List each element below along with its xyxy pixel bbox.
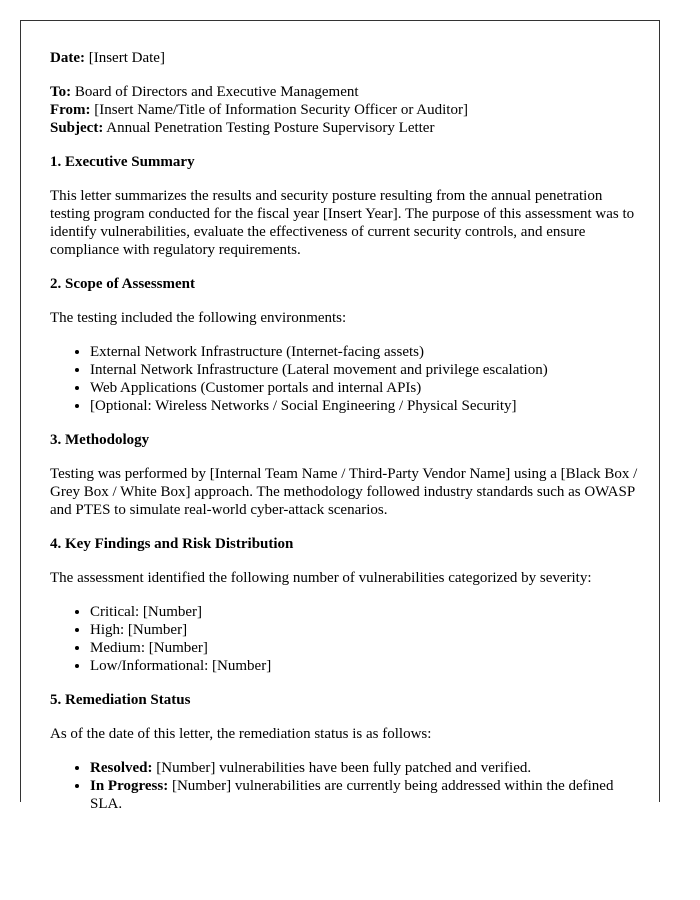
letter-page — [20, 20, 660, 812]
letter-content — [50, 49, 640, 813]
executive-summary-heading: 1. Executive Summary — [50, 154, 195, 170]
findings-heading: 4. Key Findings and Risk Distribution — [50, 536, 294, 552]
findings-list-item: • Low/Informational: [Number] — [90, 657, 640, 675]
date-line — [50, 49, 640, 67]
findings-intro: The assessment identified the following number of vulnerabilities categorized by severity: — [50, 570, 592, 586]
subject-value: Annual Penetration Testing Posture Supervisory Letter — [106, 120, 435, 136]
scope-list — [50, 343, 640, 415]
remediation-list-item — [90, 759, 640, 777]
scope-heading: 2. Scope of Assessment — [50, 276, 195, 292]
scope-list-item: • External Network Infrastructure (Internet-facing assets) — [90, 343, 640, 361]
to-value: Board of Directors and Executive Management — [74, 84, 359, 100]
from-value: [Insert Name/Title of Information Security Officer or Auditor] — [94, 102, 468, 118]
to-line — [50, 83, 640, 101]
findings-list-item: • Critical: [Number] — [90, 603, 640, 621]
remediation-item-label: In Progress: — [90, 778, 169, 794]
subject-label: Subject: — [50, 120, 104, 136]
executive-summary-body: This letter summarizes the results and security posture resulting from the annual penetration testing program conducted for the fiscal year [Insert Year]. The purpose of this assessment was to identify vulnerabilities, evaluate the effectiveness of current security controls, and ensure compliance with regulatory requirements. — [50, 188, 635, 258]
scope-list-item: • Internal Network Infrastructure (Lateral movement and privilege escalation) — [90, 361, 640, 379]
remediation-item-label: Resolved: — [90, 760, 153, 776]
from-line — [50, 101, 640, 119]
findings-list-item: • High: [Number] — [90, 621, 640, 639]
from-label: From: — [50, 102, 91, 118]
remediation-list — [50, 759, 640, 813]
findings-list-item: • Medium: [Number] — [90, 639, 640, 657]
remediation-heading: 5. Remediation Status — [50, 692, 191, 708]
scope-list-item: • [Optional: Wireless Networks / Social Engineering / Physical Security] — [90, 397, 640, 415]
remediation-item-text: [Number] vulnerabilities are currently being addressed within the defined SLA. — [90, 778, 614, 812]
scope-intro: The testing included the following environments: — [50, 310, 347, 326]
to-label: To: — [50, 84, 72, 100]
methodology-heading: 3. Methodology — [50, 432, 150, 448]
date-label: Date: — [50, 50, 85, 66]
remediation-list-item — [90, 777, 640, 813]
remediation-intro: As of the date of this letter, the remediation status is as follows: — [50, 726, 432, 742]
date-value: [Insert Date] — [88, 50, 165, 66]
findings-list — [50, 603, 640, 675]
methodology-body: Testing was performed by [Internal Team Name / Third-Party Vendor Name] using a [Black Box / Grey Box / White Box] approach. The methodology followed industry standards such as OWASP and PTES to simulate real-world cyber-attack scenarios. — [50, 466, 638, 518]
scope-list-item: • Web Applications (Customer portals and internal APIs) — [90, 379, 640, 397]
subject-line — [50, 119, 640, 137]
remediation-item-text: [Number] vulnerabilities have been fully patched and verified. — [156, 760, 532, 776]
